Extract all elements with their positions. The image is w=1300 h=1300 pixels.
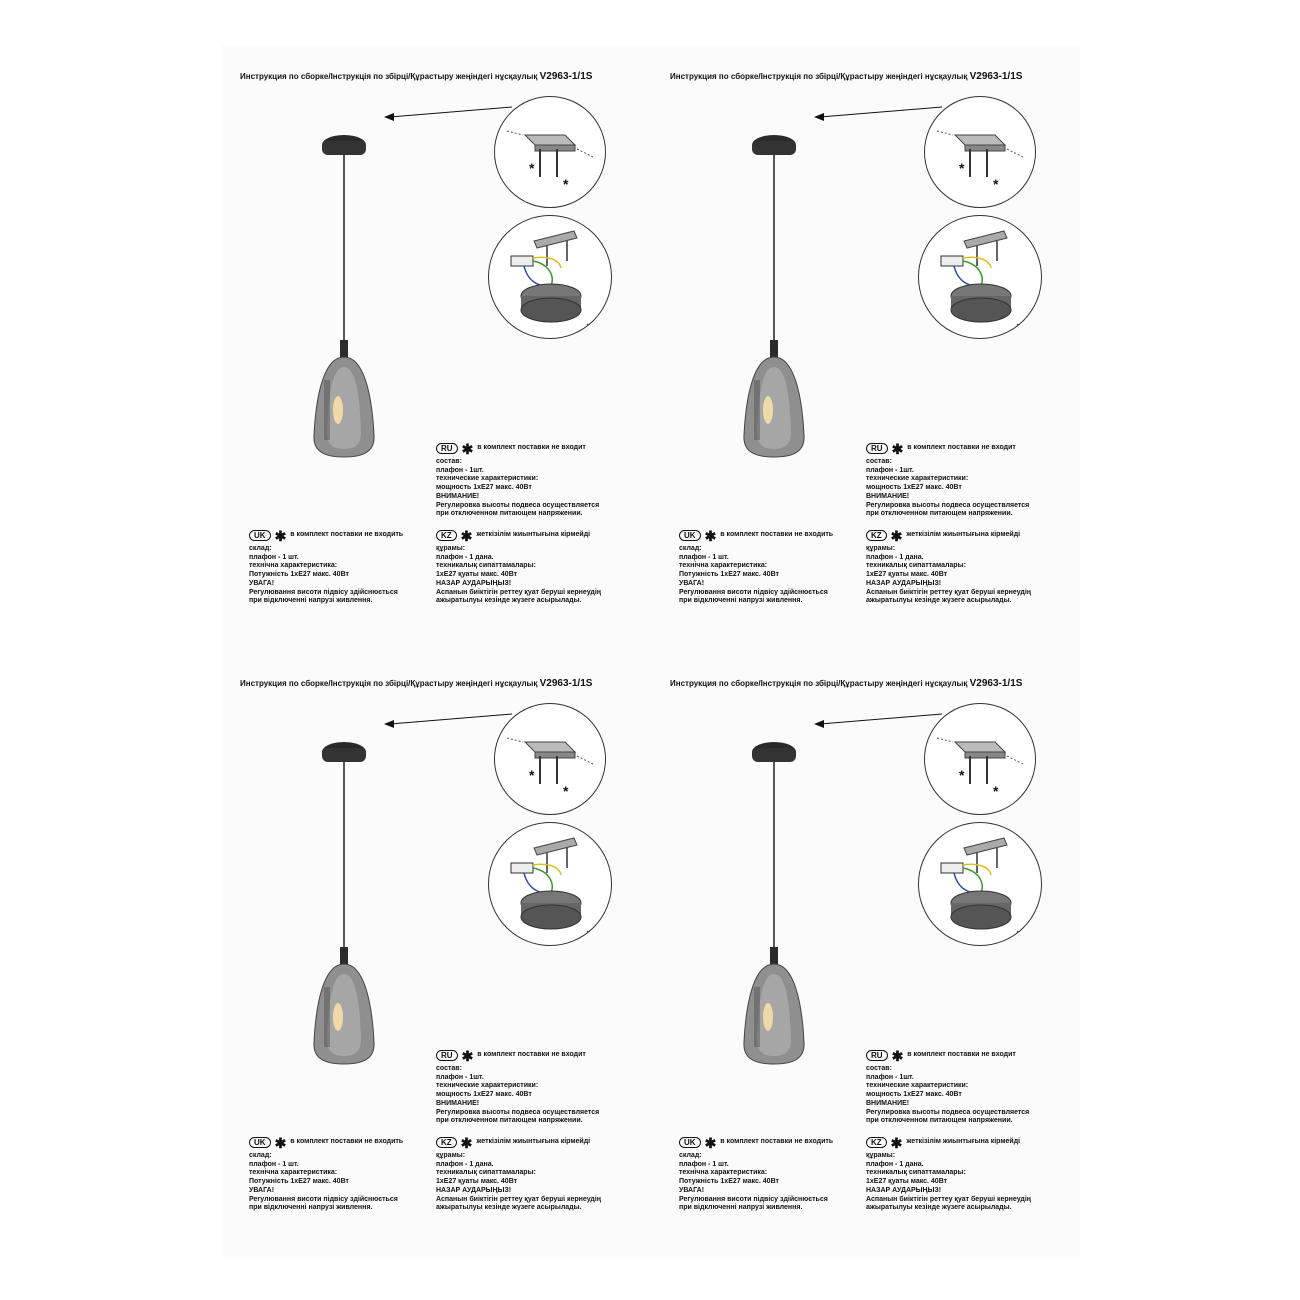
ru-line: мощность 1хЕ27 макс. 40Вт — [436, 1091, 532, 1099]
ru-line: мощность 1хЕ27 макс. 40Вт — [866, 1091, 962, 1099]
not-included-note: жеткізілім жиынтығына кірмейді — [476, 531, 591, 539]
kz-line: техникалық сипаттамалары: — [436, 562, 536, 570]
not-included-note: в комплект поставки не входить — [290, 1138, 404, 1146]
kz-line: 1хЕ27 қуаты макс. 40Вт — [866, 1178, 948, 1186]
ru-badge: RU — [436, 443, 458, 454]
ru-badge: RU — [866, 443, 888, 454]
asterisk-icon: ✱ — [461, 1047, 474, 1064]
asterisk-icon: ✱ — [460, 1134, 473, 1151]
uk-line: Регулювання висоти підвісу здійснюється — [679, 588, 828, 596]
bracket-detail-circle — [494, 96, 606, 208]
kz-line: плафон - 1 дана. — [866, 553, 924, 561]
uk-line: плафон - 1 шт. — [679, 1160, 729, 1168]
not-included-note: в комплект поставки не входит — [907, 1051, 1016, 1059]
uk-badge: UK — [679, 1137, 701, 1148]
pendant-lamp-drawing — [302, 135, 412, 475]
wiring-canopy-icon — [919, 823, 1041, 945]
kz-line: ажыратылуы кезінде жүзеге асырылады. — [866, 1204, 1012, 1212]
uk-line: технічна характеристика: — [679, 562, 768, 570]
ru-line: состав: — [436, 458, 462, 465]
ru-section — [866, 1047, 1030, 1126]
model-number: V2963-1/1S — [539, 678, 593, 689]
title-text: Инструкция по сборке/Інструкція по збірці/Құрастыру жеңіндегі нұсқаулық — [240, 72, 540, 81]
uk-line: Регулювання висоти підвісу здійснюється — [249, 1195, 398, 1203]
ru-line: состав: — [866, 458, 892, 465]
kz-section — [436, 1134, 602, 1213]
ru-line: состав: — [436, 1065, 462, 1072]
asterisk-icon: ✱ — [891, 440, 904, 457]
mounting-bracket-icon — [495, 704, 605, 814]
asterisk-icon: ✱ — [704, 1134, 717, 1151]
uk-line: склад: — [679, 1152, 702, 1159]
uk-line: технічна характеристика: — [679, 1169, 768, 1177]
uk-line: плафон - 1 шт. — [249, 1160, 299, 1168]
ru-line: плафон - 1шт. — [866, 466, 914, 474]
kz-badge: KZ — [436, 530, 457, 541]
kz-line: 1хЕ27 қуаты макс. 40Вт — [866, 571, 948, 579]
wiring-detail-circle — [918, 215, 1042, 339]
ru-line: мощность 1хЕ27 макс. 40Вт — [436, 484, 532, 492]
title-text: Инструкция по сборке/Інструкція по збірці/Құрастыру жеңіндегі нұсқаулық — [670, 72, 970, 81]
not-included-note: жеткізілім жиынтығына кірмейді — [906, 531, 1021, 539]
ru-line: Регулировка высоты подвеса осуществляется — [866, 501, 1030, 509]
kz-line: 1хЕ27 қуаты макс. 40Вт — [436, 571, 518, 579]
uk-line: Потужність 1хЕ27 макс. 40Вт — [679, 571, 779, 579]
not-included-note: жеткізілім жиынтығына кірмейді — [476, 1138, 591, 1146]
kz-badge: KZ — [436, 1137, 457, 1148]
not-included-note: в комплект поставки не входить — [290, 531, 404, 539]
ru-line: технические характеристики: — [436, 1082, 539, 1090]
kz-line: ажыратылуы кезінде жүзеге асырылады. — [866, 597, 1012, 605]
uk-section — [249, 1134, 404, 1213]
uk-line: плафон - 1 шт. — [679, 553, 729, 561]
uk-line: при відключенні напрузі живлення. — [679, 597, 803, 605]
uk-line: Потужність 1хЕ27 макс. 40Вт — [249, 571, 349, 579]
svg-text:*: * — [529, 767, 535, 783]
uk-section — [679, 527, 834, 606]
uk-badge: UK — [249, 1137, 271, 1148]
ru-line: при отключенном питающем напряжении. — [866, 510, 1013, 518]
kz-line: НАЗАР АУДАРЫҢЫЗ! — [436, 579, 512, 587]
ru-line: плафон - 1шт. — [866, 1073, 914, 1081]
asterisk-icon: ✱ — [461, 440, 474, 457]
svg-text:*: * — [959, 767, 965, 783]
wiring-detail-circle — [488, 215, 612, 339]
asterisk-icon: ✱ — [890, 1134, 903, 1151]
asterisk-icon: ✱ — [891, 1047, 904, 1064]
uk-badge: UK — [249, 530, 271, 541]
mounting-bracket-icon — [495, 97, 605, 207]
ru-line: при отключенном питающем напряжении. — [436, 1117, 583, 1125]
svg-text:*: * — [563, 783, 569, 799]
ru-line: при отключенном питающем напряжении. — [866, 1117, 1013, 1125]
kz-section — [436, 527, 602, 606]
svg-text:*: * — [993, 176, 999, 192]
ru-section — [436, 440, 600, 519]
pendant-lamp-drawing — [302, 742, 412, 1082]
uk-line: при відключенні напрузі живлення. — [249, 597, 373, 605]
ru-line: при отключенном питающем напряжении. — [436, 510, 583, 518]
pendant-lamp-drawing — [732, 135, 842, 475]
bracket-detail-circle — [924, 96, 1036, 208]
pendant-lamp-drawing — [732, 742, 842, 1082]
ru-badge: RU — [866, 1050, 888, 1061]
svg-text:*: * — [563, 176, 569, 192]
ru-line: плафон - 1шт. — [436, 1073, 484, 1081]
wiring-detail-circle — [918, 822, 1042, 946]
ru-badge: RU — [436, 1050, 458, 1061]
uk-section — [249, 527, 404, 606]
kz-line: НАЗАР АУДАРЫҢЫЗ! — [436, 1186, 512, 1194]
kz-line: плафон - 1 дана. — [436, 553, 494, 561]
ru-line: ВНИМАНИЕ! — [436, 1099, 480, 1107]
kz-line: құрамы: — [866, 545, 896, 552]
ru-line: технические характеристики: — [866, 475, 969, 483]
instruction-panel — [652, 652, 1082, 1252]
asterisk-icon: ✱ — [274, 1134, 287, 1151]
kz-line: құрамы: — [866, 1152, 896, 1159]
uk-line: склад: — [679, 545, 702, 552]
kz-line: плафон - 1 дана. — [436, 1160, 494, 1168]
ru-line: мощность 1хЕ27 макс. 40Вт — [866, 484, 962, 492]
mounting-bracket-icon — [925, 97, 1035, 207]
not-included-note: в комплект поставки не входит — [907, 444, 1016, 452]
kz-line: Аспанын биіктігін реттеу қуат беруші кернеудің — [436, 588, 602, 596]
kz-line: 1хЕ27 қуаты макс. 40Вт — [436, 1178, 518, 1186]
wiring-canopy-icon — [489, 216, 611, 338]
kz-line: ажыратылуы кезінде жүзеге асырылады. — [436, 597, 582, 605]
ru-section — [436, 1047, 600, 1126]
ru-line: Регулировка высоты подвеса осуществляется — [436, 501, 600, 509]
ru-line: ВНИМАНИЕ! — [866, 1099, 910, 1107]
svg-text:*: * — [993, 783, 999, 799]
instruction-sheet — [222, 45, 1080, 1257]
not-included-note: жеткізілім жиынтығына кірмейді — [906, 1138, 1021, 1146]
not-included-note: в комплект поставки не входить — [720, 531, 834, 539]
instruction-panel — [652, 45, 1082, 645]
kz-line: Аспанын биіктігін реттеу қуат беруші кернеудің — [436, 1195, 602, 1203]
ru-line: ВНИМАНИЕ! — [866, 492, 910, 500]
not-included-note: в комплект поставки не входит — [477, 444, 586, 452]
ru-line: Регулировка высоты подвеса осуществляется — [436, 1108, 600, 1116]
kz-line: Аспанын биіктігін реттеу қуат беруші кернеудің — [866, 1195, 1032, 1203]
instruction-panel — [222, 45, 652, 645]
wiring-canopy-icon — [919, 216, 1041, 338]
uk-line: УВАГА! — [679, 579, 705, 587]
instruction-panel — [222, 652, 652, 1252]
uk-line: УВАГА! — [249, 1186, 275, 1194]
kz-line: НАЗАР АУДАРЫҢЫЗ! — [866, 1186, 942, 1194]
title-text: Инструкция по сборке/Інструкція по збірці/Құрастыру жеңіндегі нұсқаулық — [670, 679, 970, 688]
kz-section — [866, 1134, 1032, 1213]
ru-section — [866, 440, 1030, 519]
mounting-bracket-icon — [925, 704, 1035, 814]
kz-line: плафон - 1 дана. — [866, 1160, 924, 1168]
ru-line: технические характеристики: — [436, 475, 539, 483]
uk-line: УВАГА! — [249, 579, 275, 587]
ru-line: плафон - 1шт. — [436, 466, 484, 474]
uk-line: склад: — [249, 545, 272, 552]
not-included-note: в комплект поставки не входить — [720, 1138, 834, 1146]
kz-badge: KZ — [866, 530, 887, 541]
svg-text:*: * — [529, 160, 535, 176]
kz-line: құрамы: — [436, 1152, 466, 1159]
uk-line: Потужність 1хЕ27 макс. 40Вт — [249, 1178, 349, 1186]
uk-line: склад: — [249, 1152, 272, 1159]
uk-line: при відключенні напрузі живлення. — [249, 1204, 373, 1212]
kz-line: ажыратылуы кезінде жүзеге асырылады. — [436, 1204, 582, 1212]
uk-section — [679, 1134, 834, 1213]
ru-line: ВНИМАНИЕ! — [436, 492, 480, 500]
bracket-detail-circle — [924, 703, 1036, 815]
kz-line: техникалық сипаттамалары: — [866, 562, 966, 570]
kz-line: техникалық сипаттамалары: — [436, 1169, 536, 1177]
ru-line: состав: — [866, 1065, 892, 1072]
uk-badge: UK — [679, 530, 701, 541]
uk-line: Регулювання висоти підвісу здійснюється — [679, 1195, 828, 1203]
kz-badge: KZ — [866, 1137, 887, 1148]
uk-line: технічна характеристика: — [249, 1169, 338, 1177]
uk-line: технічна характеристика: — [249, 562, 338, 570]
kz-section — [866, 527, 1032, 606]
svg-text:*: * — [959, 160, 965, 176]
asterisk-icon: ✱ — [890, 527, 903, 544]
kz-line: құрамы: — [436, 545, 466, 552]
uk-line: плафон - 1 шт. — [249, 553, 299, 561]
kz-line: НАЗАР АУДАРЫҢЫЗ! — [866, 579, 942, 587]
kz-line: Аспанын биіктігін реттеу қуат беруші кернеудің — [866, 588, 1032, 596]
not-included-note: в комплект поставки не входит — [477, 1051, 586, 1059]
asterisk-icon: ✱ — [704, 527, 717, 544]
asterisk-icon: ✱ — [460, 527, 473, 544]
kz-line: техникалық сипаттамалары: — [866, 1169, 966, 1177]
model-number: V2963-1/1S — [539, 71, 593, 82]
ru-line: технические характеристики: — [866, 1082, 969, 1090]
model-number: V2963-1/1S — [969, 678, 1023, 689]
asterisk-icon: ✱ — [274, 527, 287, 544]
title-text: Инструкция по сборке/Інструкція по збірці/Құрастыру жеңіндегі нұсқаулық — [240, 679, 540, 688]
bracket-detail-circle — [494, 703, 606, 815]
uk-line: УВАГА! — [679, 1186, 705, 1194]
uk-line: Регулювання висоти підвісу здійснюється — [249, 588, 398, 596]
ru-line: Регулировка высоты подвеса осуществляется — [866, 1108, 1030, 1116]
model-number: V2963-1/1S — [969, 71, 1023, 82]
wiring-canopy-icon — [489, 823, 611, 945]
wiring-detail-circle — [488, 822, 612, 946]
uk-line: при відключенні напрузі живлення. — [679, 1204, 803, 1212]
uk-line: Потужність 1хЕ27 макс. 40Вт — [679, 1178, 779, 1186]
